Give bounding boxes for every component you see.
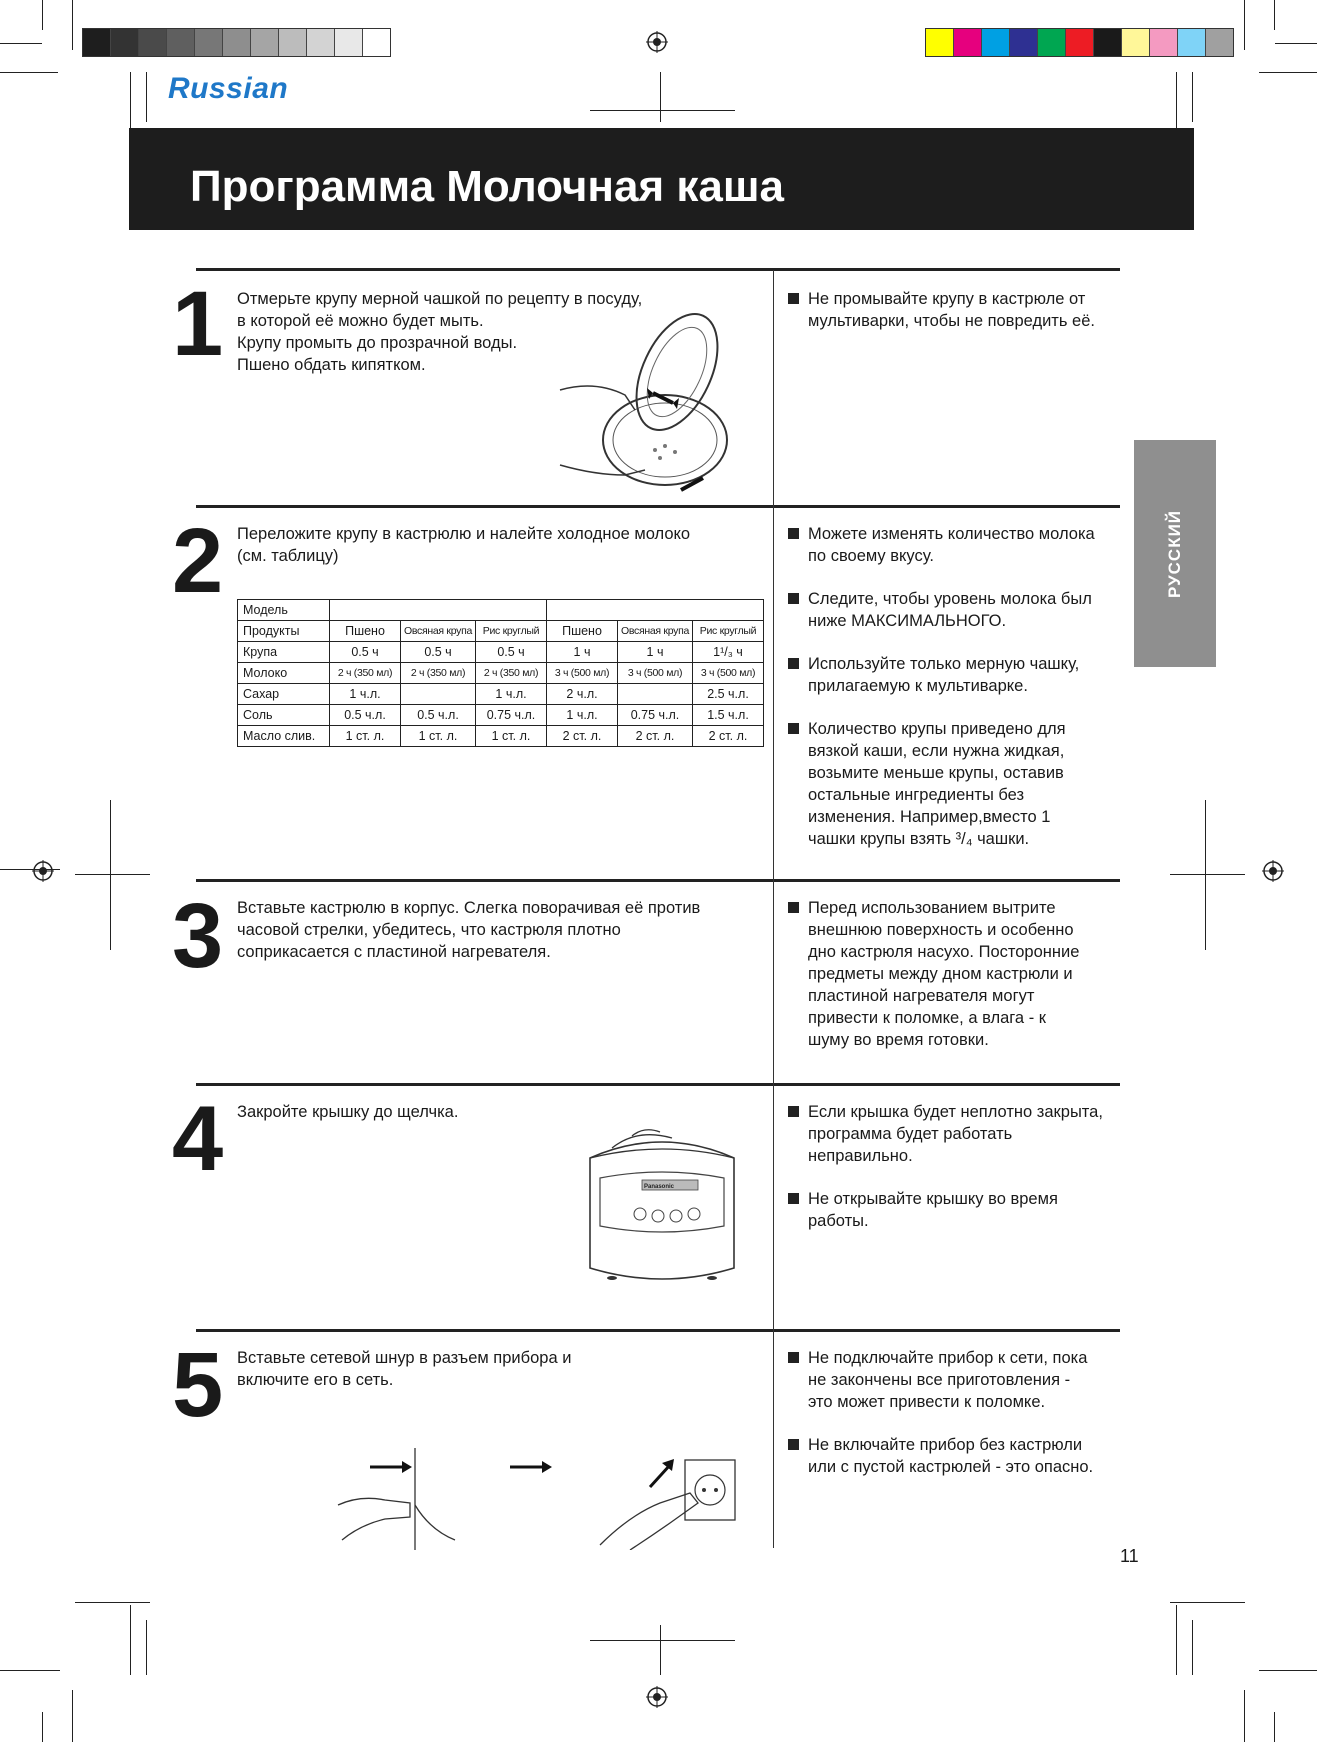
crop-mark bbox=[1176, 72, 1177, 132]
table-cell: 1 ч.л. bbox=[330, 684, 401, 705]
note-line: чашки крупы взять ³/₄ чашки. bbox=[808, 830, 1030, 848]
brand-text: Panasonic bbox=[644, 1184, 675, 1190]
crop-mark bbox=[1176, 1605, 1177, 1675]
note-item bbox=[788, 897, 1123, 1051]
color-swatch bbox=[926, 29, 954, 56]
table-row bbox=[238, 684, 764, 705]
note-line: Не подключайте прибор к сети, пока bbox=[808, 1349, 1088, 1367]
color-swatch bbox=[1066, 29, 1094, 56]
table-cell: 0.75 ч.л. bbox=[618, 705, 693, 726]
table-cell: 2 ч.л. bbox=[547, 684, 618, 705]
step-line: Пшено обдать кипятком. bbox=[237, 356, 426, 374]
table-cell bbox=[330, 600, 547, 621]
crop-mark bbox=[1170, 874, 1245, 875]
crop-mark bbox=[1274, 1712, 1275, 1742]
step-number: 5 bbox=[172, 1334, 220, 1436]
table-cell: 1 ст. л. bbox=[476, 726, 547, 747]
note-item bbox=[788, 1434, 1123, 1478]
square-bullet-icon bbox=[788, 1439, 799, 1450]
language-side-tab bbox=[1134, 440, 1216, 667]
step-line: соприкасается с пластиной нагревателя. bbox=[237, 943, 551, 961]
crop-mark bbox=[0, 43, 42, 44]
step-line: Крупу промыть до прозрачной воды. bbox=[237, 334, 518, 352]
color-swatch bbox=[1010, 29, 1038, 56]
note-item bbox=[788, 1101, 1123, 1167]
table-cell: 0.5 ч.л. bbox=[401, 705, 476, 726]
side-tab-label: РУССКИЙ bbox=[1165, 509, 1184, 598]
note-line: Перед использованием вытрите bbox=[808, 899, 1056, 917]
note-line: неправильно. bbox=[808, 1147, 913, 1165]
color-swatch bbox=[1094, 29, 1122, 56]
table-row bbox=[238, 621, 764, 642]
note-item bbox=[788, 1347, 1123, 1413]
table-cell: Рис круглый bbox=[693, 621, 764, 642]
crop-mark bbox=[0, 1670, 60, 1671]
rice-cooker-illustration bbox=[582, 1118, 742, 1293]
square-bullet-icon bbox=[788, 902, 799, 913]
crop-mark bbox=[42, 0, 43, 30]
crop-mark bbox=[42, 1712, 43, 1742]
crop-mark bbox=[590, 110, 735, 111]
note-line: Количество крупы приведено для bbox=[808, 720, 1066, 738]
note-line: привести к поломке, а влага - к bbox=[808, 1009, 1046, 1027]
crop-mark bbox=[72, 0, 73, 50]
color-swatch bbox=[83, 29, 111, 56]
crop-mark bbox=[1275, 43, 1317, 44]
step-5-instructions bbox=[237, 1347, 571, 1391]
crop-mark bbox=[1259, 72, 1317, 73]
square-bullet-icon bbox=[788, 593, 799, 604]
language-label: Russian bbox=[168, 72, 289, 105]
note-line: не закончены все приготовления - bbox=[808, 1371, 1071, 1389]
table-row bbox=[238, 663, 764, 684]
note-line: Можете изменять количество молока bbox=[808, 525, 1095, 543]
registration-target-icon bbox=[646, 1686, 668, 1708]
note-line: работы. bbox=[808, 1212, 869, 1230]
table-cell: 0.5 ч bbox=[330, 642, 401, 663]
table-cell: 2 ч (350 мл) bbox=[401, 663, 476, 684]
note-line: программа будет работать bbox=[808, 1125, 1013, 1143]
table-cell: Рис круглый bbox=[476, 621, 547, 642]
step-line: Вставьте кастрюлю в корпус. Слегка поворачивая её против bbox=[237, 899, 701, 917]
step-number: 2 bbox=[172, 510, 220, 612]
table-row-header: Сахар bbox=[238, 684, 330, 705]
color-swatch bbox=[1178, 29, 1206, 56]
step-line: Отмерьте крупу мерной чашкой по рецепту в посуду, bbox=[237, 290, 643, 308]
step-divider bbox=[196, 1329, 1120, 1332]
step-divider bbox=[196, 268, 1120, 271]
color-swatch bbox=[1038, 29, 1066, 56]
step-number: 4 bbox=[172, 1088, 220, 1190]
note-line: возьмите меньше крупы, оставив bbox=[808, 764, 1064, 782]
step-divider bbox=[196, 879, 1120, 882]
page-number: 11 bbox=[1120, 1546, 1139, 1566]
crop-mark bbox=[130, 72, 131, 132]
crop-mark bbox=[1192, 72, 1193, 122]
note-line: Используйте только мерную чашку, bbox=[808, 655, 1080, 673]
square-bullet-icon bbox=[788, 293, 799, 304]
note-line: прилагаемую к мультиварке. bbox=[808, 677, 1028, 695]
table-row-header: Соль bbox=[238, 705, 330, 726]
table-row-header: Продукты bbox=[238, 621, 330, 642]
color-swatch bbox=[954, 29, 982, 56]
step-5-notes bbox=[788, 1347, 1123, 1499]
note-line: Не промывайте крупу в кастрюле от bbox=[808, 290, 1086, 308]
step-line: (см. таблицу) bbox=[237, 547, 339, 565]
crop-mark bbox=[130, 1605, 131, 1675]
color-swatch bbox=[982, 29, 1010, 56]
table-row bbox=[238, 600, 764, 621]
table-cell: 2 ч (350 мл) bbox=[476, 663, 547, 684]
crop-mark bbox=[1244, 1690, 1245, 1742]
table-cell: Овсяная крупа bbox=[618, 621, 693, 642]
table-cell: 1 ч bbox=[618, 642, 693, 663]
note-line: или с пустой кастрюлей - это опасно. bbox=[808, 1458, 1094, 1476]
table-cell: 0.5 ч.л. bbox=[330, 705, 401, 726]
crop-mark bbox=[590, 1640, 735, 1641]
step-3-instructions bbox=[237, 897, 700, 963]
step-4-notes bbox=[788, 1101, 1123, 1253]
square-bullet-icon bbox=[788, 1352, 799, 1363]
note-item bbox=[788, 718, 1123, 850]
table-cell: 1 ст. л. bbox=[330, 726, 401, 747]
note-item bbox=[788, 653, 1123, 697]
step-2-notes bbox=[788, 523, 1123, 871]
washing-pot-illustration bbox=[555, 300, 735, 500]
table-cell: Пшено bbox=[547, 621, 618, 642]
crop-mark bbox=[1259, 1670, 1317, 1671]
crop-mark bbox=[1205, 800, 1206, 950]
color-swatch bbox=[251, 29, 279, 56]
note-line: Следите, чтобы уровень молока был bbox=[808, 590, 1092, 608]
process-color-bar bbox=[925, 28, 1234, 57]
table-cell: 2 ч (350 мл) bbox=[330, 663, 401, 684]
table-row-header: Модель bbox=[238, 600, 330, 621]
step-line: Вставьте сетевой шнур в разъем прибора и bbox=[237, 1349, 572, 1367]
registration-target-icon bbox=[646, 31, 668, 53]
grayscale-bar bbox=[82, 28, 391, 57]
note-item bbox=[788, 1188, 1123, 1232]
color-swatch bbox=[307, 29, 335, 56]
crop-mark bbox=[75, 874, 150, 875]
page-title: Программа Молочная каша bbox=[190, 162, 784, 211]
table-row bbox=[238, 642, 764, 663]
crop-mark bbox=[110, 800, 111, 950]
registration-target-icon bbox=[32, 860, 54, 882]
color-swatch bbox=[1150, 29, 1178, 56]
color-swatch bbox=[335, 29, 363, 56]
note-line: мультиварки, чтобы не повредить её. bbox=[808, 312, 1095, 330]
color-swatch bbox=[1122, 29, 1150, 56]
color-swatch bbox=[279, 29, 307, 56]
color-swatch bbox=[111, 29, 139, 56]
note-line: дно кастрюля насухо. Посторонние bbox=[808, 943, 1080, 961]
crop-mark bbox=[1170, 1602, 1245, 1603]
step-line: в которой её можно будет мыть. bbox=[237, 312, 484, 330]
color-swatch bbox=[167, 29, 195, 56]
step-1-notes bbox=[788, 288, 1123, 353]
note-line: это может привести к поломке. bbox=[808, 1393, 1046, 1411]
table-cell: 2 ст. л. bbox=[693, 726, 764, 747]
table-row bbox=[238, 705, 764, 726]
table-cell: 1.5 ч.л. bbox=[693, 705, 764, 726]
note-line: пластиной нагревателя могут bbox=[808, 987, 1035, 1005]
table-cell: 2.5 ч.л. bbox=[693, 684, 764, 705]
step-divider bbox=[196, 1083, 1120, 1086]
color-swatch bbox=[195, 29, 223, 56]
crop-mark bbox=[72, 1690, 73, 1742]
table-cell: 1 ч bbox=[547, 642, 618, 663]
note-line: по своему вкусу. bbox=[808, 547, 934, 565]
step-line: часовой стрелки, убедитесь, что кастрюля плотно bbox=[237, 921, 621, 939]
note-item bbox=[788, 588, 1123, 632]
note-line: вязкой каши, если нужна жидкая, bbox=[808, 742, 1065, 760]
square-bullet-icon bbox=[788, 723, 799, 734]
note-item bbox=[788, 523, 1123, 567]
table-cell: Пшено bbox=[330, 621, 401, 642]
note-line: Если крышка будет неплотно закрыта, bbox=[808, 1103, 1103, 1121]
table-cell: 0.5 ч bbox=[401, 642, 476, 663]
table-cell: 1 ст. л. bbox=[401, 726, 476, 747]
step-number: 3 bbox=[172, 885, 220, 987]
table-cell: 1¹/₃ ч bbox=[693, 642, 764, 663]
table-row-header: Молоко bbox=[238, 663, 330, 684]
note-line: остальные ингредиенты без bbox=[808, 786, 1025, 804]
table-cell: Овсяная крупа bbox=[401, 621, 476, 642]
crop-mark bbox=[1192, 1620, 1193, 1675]
registration-target-icon bbox=[1262, 860, 1284, 882]
step-4-instructions bbox=[237, 1101, 458, 1123]
note-line: предметы между дном кастрюли и bbox=[808, 965, 1073, 983]
note-item bbox=[788, 288, 1123, 332]
square-bullet-icon bbox=[788, 658, 799, 669]
crop-mark bbox=[660, 1625, 661, 1675]
table-cell bbox=[618, 684, 693, 705]
note-line: Не включайте прибор без кастрюли bbox=[808, 1436, 1083, 1454]
crop-mark bbox=[660, 72, 661, 122]
table-cell: 1 ч.л. bbox=[476, 684, 547, 705]
table-cell: 1 ч.л. bbox=[547, 705, 618, 726]
plug-in-illustration bbox=[330, 1445, 740, 1550]
table-row bbox=[238, 726, 764, 747]
color-swatch bbox=[223, 29, 251, 56]
table-row-header: Масло слив. bbox=[238, 726, 330, 747]
step-divider bbox=[196, 505, 1120, 508]
square-bullet-icon bbox=[788, 1193, 799, 1204]
crop-mark bbox=[1274, 0, 1275, 30]
step-3-notes bbox=[788, 897, 1123, 1072]
table-cell: 0.5 ч bbox=[476, 642, 547, 663]
square-bullet-icon bbox=[788, 1106, 799, 1117]
table-cell: 3 ч (500 мл) bbox=[618, 663, 693, 684]
column-divider bbox=[773, 270, 774, 1548]
color-swatch bbox=[363, 29, 390, 56]
table-cell bbox=[547, 600, 764, 621]
table-cell: 3 ч (500 мл) bbox=[693, 663, 764, 684]
square-bullet-icon bbox=[788, 528, 799, 539]
note-line: изменения. Например,вместо 1 bbox=[808, 808, 1051, 826]
table-cell bbox=[401, 684, 476, 705]
color-swatch bbox=[1206, 29, 1233, 56]
color-swatch bbox=[139, 29, 167, 56]
crop-mark bbox=[1244, 0, 1245, 50]
table-cell: 2 ст. л. bbox=[547, 726, 618, 747]
crop-mark bbox=[0, 72, 58, 73]
step-2-instructions bbox=[237, 523, 690, 567]
table-row-header: Крупа bbox=[238, 642, 330, 663]
crop-mark bbox=[75, 1602, 150, 1603]
crop-mark bbox=[146, 72, 147, 122]
step-line: включите его в сеть. bbox=[237, 1371, 394, 1389]
ingredients-table bbox=[237, 599, 764, 747]
crop-mark bbox=[146, 1620, 147, 1675]
note-line: внешнюю поверхность и особенно bbox=[808, 921, 1074, 939]
step-number: 1 bbox=[172, 273, 220, 375]
step-line: Переложите крупу в кастрюлю и налейте холодное молоко bbox=[237, 525, 691, 543]
table-cell: 0.75 ч.л. bbox=[476, 705, 547, 726]
table-cell: 2 ст. л. bbox=[618, 726, 693, 747]
note-line: Не открывайте крышку во время bbox=[808, 1190, 1058, 1208]
step-line: Закройте крышку до щелчка. bbox=[237, 1103, 459, 1121]
note-line: шуму во время готовки. bbox=[808, 1031, 989, 1049]
note-line: ниже МАКСИМАЛЬНОГО. bbox=[808, 612, 1007, 630]
table-cell: 3 ч (500 мл) bbox=[547, 663, 618, 684]
